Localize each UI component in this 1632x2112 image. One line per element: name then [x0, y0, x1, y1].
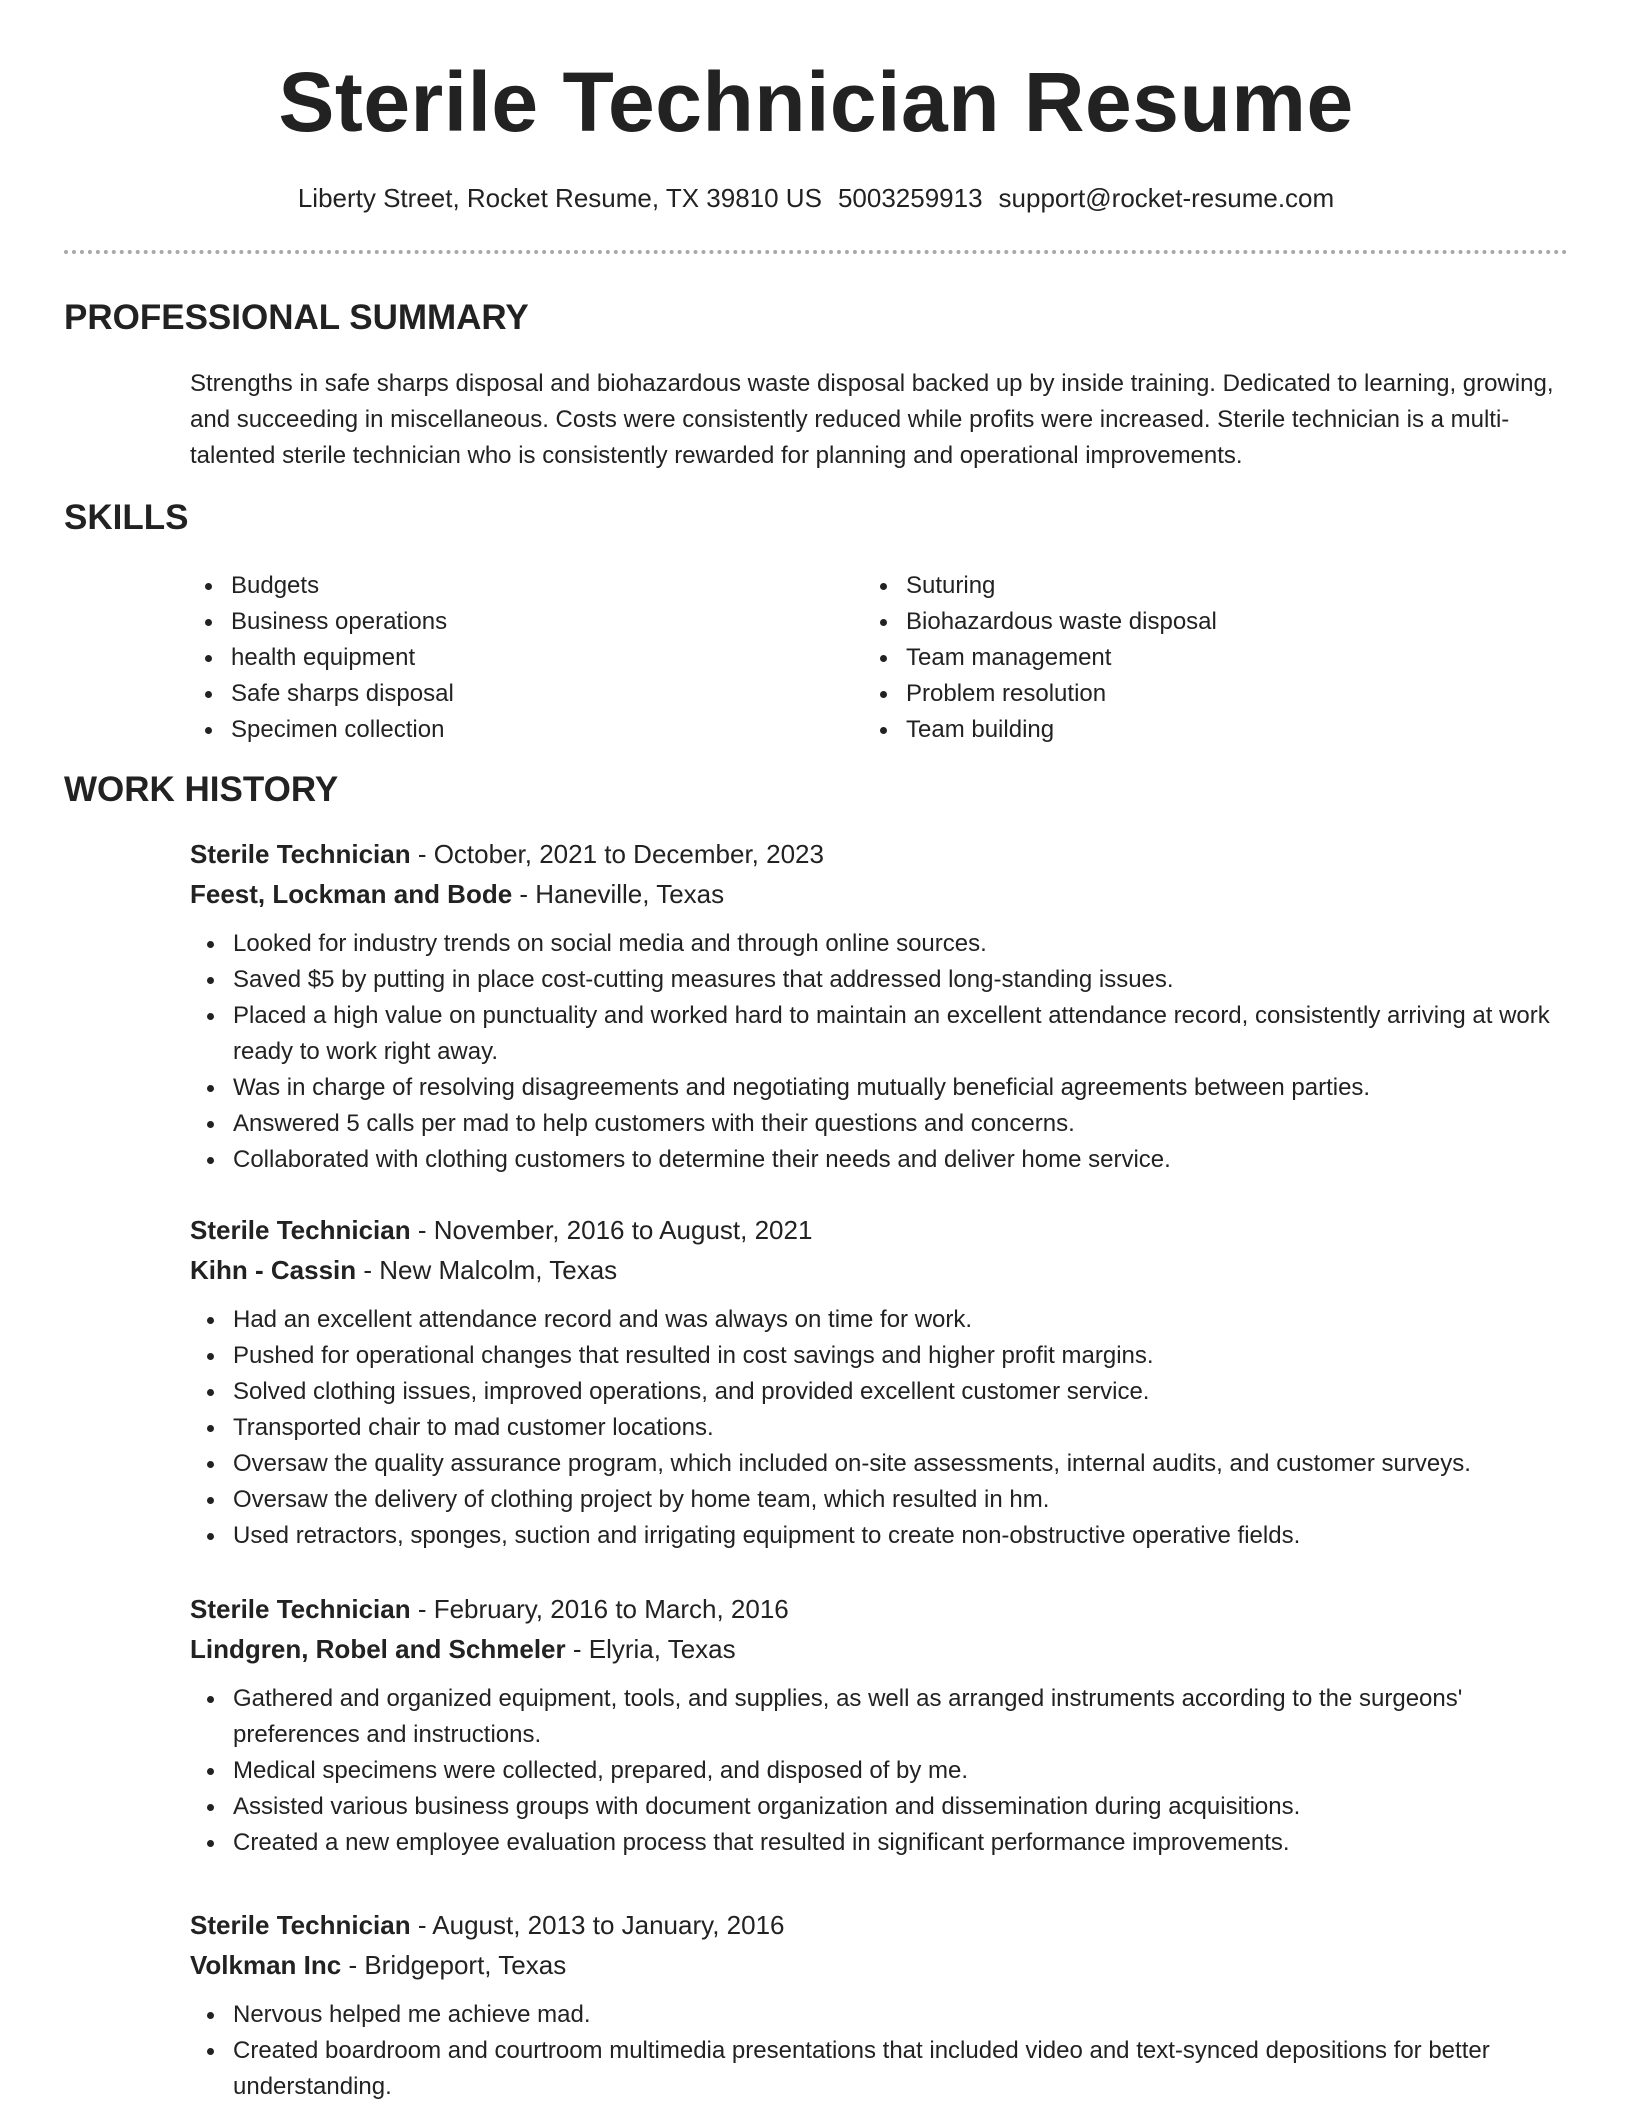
- skill-item: Budgets: [188, 568, 828, 604]
- skill-item: Safe sharps disposal: [188, 676, 828, 712]
- job-location: - Haneville, Texas: [512, 879, 725, 909]
- job-bullets: [190, 1681, 1558, 1861]
- job-bullets: [190, 1997, 1558, 2105]
- contact-phone: 5003259913: [837, 183, 983, 213]
- job-bullet: Transported chair to mad customer locations.: [190, 1410, 1558, 1446]
- job-bullet: Placed a high value on punctuality and worked hard to maintain an excellent attendance record, consistently arriving at work ready to work right away.: [190, 998, 1558, 1070]
- skills-list-left: [188, 568, 828, 748]
- contact-address: Liberty Street, Rocket Resume, TX 39810 US: [297, 183, 822, 213]
- skills-heading: SKILLS: [64, 498, 189, 537]
- job-entry: [190, 1589, 1558, 1861]
- job-bullet: Oversaw the delivery of clothing project by home team, which resulted in hm.: [190, 1482, 1558, 1518]
- skill-item: Problem resolution: [863, 676, 1503, 712]
- job-company: Lindgren, Robel and Schmeler: [190, 1634, 566, 1664]
- skill-item: Suturing: [863, 568, 1503, 604]
- job-title: Sterile Technician: [190, 1215, 411, 1245]
- job-entry: [190, 834, 1558, 1178]
- job-dates: - November, 2016 to August, 2021: [410, 1215, 813, 1245]
- job-location: - Bridgeport, Texas: [341, 1950, 567, 1980]
- job-bullets: [190, 1302, 1558, 1554]
- job-bullet: Answered 5 calls per mad to help customers with their questions and concerns.: [190, 1106, 1558, 1142]
- job-bullet: Medical specimens were collected, prepared, and disposed of by me.: [190, 1753, 1558, 1789]
- skill-item: Team building: [863, 712, 1503, 748]
- job-company-line: [190, 874, 1558, 914]
- job-bullet: Solved clothing issues, improved operations, and provided excellent customer service.: [190, 1374, 1558, 1410]
- job-dates: - August, 2013 to January, 2016: [410, 1910, 785, 1940]
- header-divider: [64, 250, 1568, 254]
- skill-item: Specimen collection: [188, 712, 828, 748]
- work-history-heading: WORK HISTORY: [64, 770, 339, 809]
- job-title-line: [190, 1589, 1558, 1629]
- job-company-line: [190, 1629, 1558, 1669]
- job-bullet: Looked for industry trends on social media and through online sources.: [190, 926, 1558, 962]
- contact-line: [0, 180, 1632, 216]
- job-bullet: Created boardroom and courtroom multimedia presentations that included video and text-synced depositions for better understanding.: [190, 2033, 1558, 2105]
- skill-item: Business operations: [188, 604, 828, 640]
- skill-item: Biohazardous waste disposal: [863, 604, 1503, 640]
- job-dates: - February, 2016 to March, 2016: [410, 1594, 789, 1624]
- job-bullet: Collaborated with clothing customers to determine their needs and deliver home service.: [190, 1142, 1558, 1178]
- job-title-line: [190, 834, 1558, 874]
- job-bullet: Used retractors, sponges, suction and irrigating equipment to create non-obstructive operative fields.: [190, 1518, 1558, 1554]
- job-title-line: [190, 1210, 1558, 1250]
- job-title: Sterile Technician: [190, 1910, 411, 1940]
- job-bullet: Gathered and organized equipment, tools, and supplies, as well as arranged instruments according to the surgeons' preferences and instructions.: [190, 1681, 1558, 1753]
- job-entry: [190, 1905, 1558, 2105]
- job-bullet: Nervous helped me achieve mad.: [190, 1997, 1558, 2033]
- resume-title: Sterile Technician Resume: [278, 55, 1354, 149]
- job-company: Volkman Inc: [190, 1950, 342, 1980]
- job-dates: - October, 2021 to December, 2023: [410, 839, 824, 869]
- job-bullet: Assisted various business groups with document organization and dissemination during acquisitions.: [190, 1789, 1558, 1825]
- job-location: - New Malcolm, Texas: [356, 1255, 618, 1285]
- job-title: Sterile Technician: [190, 1594, 411, 1624]
- job-bullet: Oversaw the quality assurance program, which included on-site assessments, internal audits, and customer surveys.: [190, 1446, 1558, 1482]
- job-title: Sterile Technician: [190, 839, 411, 869]
- job-bullet: Created a new employee evaluation process that resulted in significant performance improvements.: [190, 1825, 1558, 1861]
- summary-text: Strengths in safe sharps disposal and biohazardous waste disposal backed up by inside training. Dedicated to learning, growing, and succeeding in miscellaneous. Costs were consistently reduced while profits were increased. Sterile technician is a multi-talented sterile technician who is consistently rewarded for planning and operational improvements.: [190, 370, 1554, 469]
- skill-item: health equipment: [188, 640, 828, 676]
- skills-list-right: [863, 568, 1503, 748]
- job-company: Kihn - Cassin: [190, 1255, 357, 1285]
- job-bullet: Had an excellent attendance record and was always on time for work.: [190, 1302, 1558, 1338]
- job-entry: [190, 1210, 1558, 1554]
- summary-heading: PROFESSIONAL SUMMARY: [64, 298, 529, 337]
- job-location: - Elyria, Texas: [565, 1634, 736, 1664]
- skill-item: Team management: [863, 640, 1503, 676]
- job-bullet: Saved $5 by putting in place cost-cutting measures that addressed long-standing issues.: [190, 962, 1558, 998]
- job-company-line: [190, 1250, 1558, 1290]
- job-bullet: Was in charge of resolving disagreements and negotiating mutually beneficial agreements between parties.: [190, 1070, 1558, 1106]
- job-bullets: [190, 926, 1558, 1178]
- job-bullet: Pushed for operational changes that resulted in cost savings and higher profit margins.: [190, 1338, 1558, 1374]
- job-company: Feest, Lockman and Bode: [190, 879, 513, 909]
- job-title-line: [190, 1905, 1558, 1945]
- job-company-line: [190, 1945, 1558, 1985]
- contact-email: support@rocket-resume.com: [998, 183, 1335, 213]
